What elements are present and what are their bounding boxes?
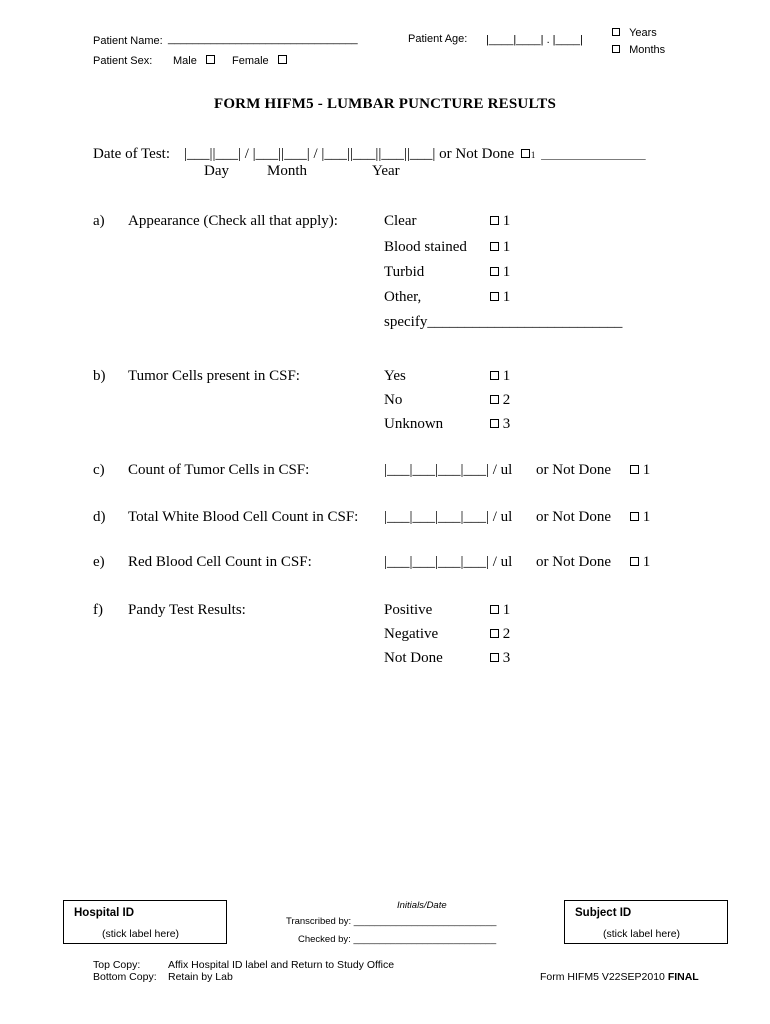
appearance-turbid-option[interactable]: [490, 264, 510, 281]
question-d-letter: d): [93, 509, 106, 525]
question-a-text: Appearance (Check all that apply):: [128, 213, 338, 229]
appearance-other-label: Other,: [384, 289, 422, 305]
appearance-specify-field[interactable]: specify__________________________: [384, 314, 623, 330]
hospital-id-hint: (stick label here): [102, 928, 180, 940]
transcribed-by-field[interactable]: Transcribed by: ___________________________: [286, 916, 497, 927]
patient-age-field[interactable]: |____|____| . |____|: [486, 34, 583, 46]
initials-date-label: Initials/Date: [397, 900, 447, 911]
pandy-not-done-checkbox[interactable]: [490, 653, 499, 662]
tumor-unknown-checkbox[interactable]: [490, 419, 499, 428]
pandy-not-done-label: Not Done: [384, 650, 443, 666]
date-not-done-checkbox[interactable]: [521, 149, 530, 158]
female-label: Female: [232, 55, 269, 67]
question-d-text: Total White Blood Cell Count in CSF:: [128, 509, 359, 525]
tumor-count-not-done-option[interactable]: [630, 462, 650, 479]
tumor-unknown-option[interactable]: [490, 416, 510, 433]
tumor-no-option[interactable]: [490, 392, 510, 409]
subject-id-box[interactable]: [564, 900, 728, 944]
appearance-other-checkbox[interactable]: [490, 292, 499, 301]
female-checkbox[interactable]: [278, 55, 287, 64]
pandy-negative-label: Negative: [384, 626, 439, 642]
tumor-count-not-done-code: 1: [642, 462, 651, 478]
form-status: FINAL: [667, 971, 699, 983]
appearance-clear-checkbox[interactable]: [490, 216, 499, 225]
wbc-not-done-option[interactable]: [630, 509, 650, 526]
tumor-count-field[interactable]: |___|___|___|___| / ul: [384, 462, 513, 478]
appearance-clear-code: 1: [502, 213, 511, 229]
month-label: Month: [267, 163, 308, 179]
tumor-no-label: No: [384, 392, 403, 408]
tumor-unknown-label: Unknown: [384, 416, 444, 432]
top-copy-text: Affix Hospital ID label and Return to Study Office: [168, 959, 395, 971]
months-option[interactable]: [612, 44, 665, 56]
rbc-not-done-label: or Not Done: [536, 554, 611, 570]
question-f-text: Pandy Test Results:: [128, 602, 246, 618]
form-version: [540, 971, 699, 983]
female-option[interactable]: [232, 55, 287, 67]
wbc-count-field[interactable]: |___|___|___|___| / ul: [384, 509, 513, 525]
pandy-negative-code: 2: [502, 626, 511, 642]
appearance-blood-stained-checkbox[interactable]: [490, 242, 499, 251]
form-version-code: Form HIFM5 V22SEP2010: [540, 971, 665, 983]
pandy-negative-option[interactable]: [490, 626, 510, 643]
pandy-positive-option[interactable]: [490, 602, 510, 619]
months-label: Months: [629, 44, 666, 56]
date-not-done-code: 1: [530, 150, 536, 160]
appearance-clear-label: Clear: [384, 213, 417, 229]
appearance-other-option[interactable]: [490, 289, 510, 306]
date-of-test-row[interactable]: [184, 146, 646, 163]
appearance-turbid-label: Turbid: [384, 264, 425, 280]
hospital-id-title: Hospital ID: [74, 907, 135, 919]
rbc-not-done-option[interactable]: [630, 554, 650, 571]
patient-name-label: Patient Name:: [93, 35, 163, 47]
question-e-letter: e): [93, 554, 105, 570]
tumor-count-not-done-checkbox[interactable]: [630, 465, 639, 474]
wbc-not-done-code: 1: [642, 509, 651, 525]
form-title: FORM HIFM5 - LUMBAR PUNCTURE RESULTS: [213, 96, 557, 112]
question-c-text: Count of Tumor Cells in CSF:: [128, 462, 310, 478]
question-a-letter: a): [93, 213, 105, 229]
patient-sex-label: Patient Sex:: [93, 55, 153, 67]
pandy-not-done-code: 3: [502, 650, 511, 666]
appearance-clear-option[interactable]: [490, 213, 510, 230]
pandy-positive-checkbox[interactable]: [490, 605, 499, 614]
male-option[interactable]: [173, 55, 215, 67]
tumor-yes-option[interactable]: [490, 368, 510, 385]
top-copy-label: Top Copy:: [93, 959, 141, 971]
pandy-not-done-option[interactable]: [490, 650, 510, 667]
tumor-no-code: 2: [502, 392, 511, 408]
years-checkbox[interactable]: [612, 28, 620, 36]
tumor-yes-checkbox[interactable]: [490, 371, 499, 380]
question-b-text: Tumor Cells present in CSF:: [128, 368, 300, 384]
appearance-turbid-code: 1: [502, 264, 511, 280]
tumor-yes-code: 1: [502, 368, 511, 384]
question-b-letter: b): [93, 368, 106, 384]
pandy-negative-checkbox[interactable]: [490, 629, 499, 638]
subject-id-title: Subject ID: [575, 907, 632, 919]
appearance-blood-stained-label: Blood stained: [384, 239, 467, 255]
patient-name-field[interactable]: _______________________________: [168, 33, 358, 45]
rbc-not-done-code: 1: [642, 554, 651, 570]
pandy-positive-label: Positive: [384, 602, 433, 618]
day-label: Day: [204, 163, 229, 179]
patient-age-label: Patient Age:: [408, 33, 468, 45]
question-e-text: Red Blood Cell Count in CSF:: [128, 554, 312, 570]
bottom-copy-text: Retain by Lab: [168, 971, 233, 983]
tumor-count-not-done-label: or Not Done: [536, 462, 611, 478]
tumor-no-checkbox[interactable]: [490, 395, 499, 404]
wbc-not-done-label: or Not Done: [536, 509, 611, 525]
rbc-not-done-checkbox[interactable]: [630, 557, 639, 566]
question-c-letter: c): [93, 462, 105, 478]
question-f-letter: f): [93, 602, 103, 618]
hospital-id-box[interactable]: [63, 900, 227, 944]
years-label: Years: [629, 27, 657, 39]
male-label: Male: [173, 55, 197, 67]
years-option[interactable]: [612, 27, 657, 39]
tumor-yes-label: Yes: [384, 368, 406, 384]
bottom-copy-label: Bottom Copy:: [93, 971, 157, 983]
subject-id-hint: (stick label here): [603, 928, 681, 940]
months-checkbox[interactable]: [612, 45, 620, 53]
rbc-count-field[interactable]: |___|___|___|___| / ul: [384, 554, 513, 570]
appearance-other-code: 1: [502, 289, 511, 305]
tumor-unknown-code: 3: [502, 416, 511, 432]
appearance-blood-stained-option[interactable]: [490, 239, 510, 256]
wbc-not-done-checkbox[interactable]: [630, 512, 639, 521]
date-not-done-line[interactable]: ___________________: [541, 149, 646, 161]
male-checkbox[interactable]: [206, 55, 215, 64]
date-of-test-label: Date of Test:: [93, 146, 170, 162]
date-of-test-field[interactable]: |___||___| / |___||___| / |___||___||___||___| or Not Done: [184, 146, 515, 162]
appearance-blood-stained-code: 1: [502, 239, 511, 255]
pandy-positive-code: 1: [502, 602, 511, 618]
checked-by-field[interactable]: Checked by: ___________________________: [298, 934, 497, 945]
appearance-turbid-checkbox[interactable]: [490, 267, 499, 276]
year-label: Year: [372, 163, 400, 179]
